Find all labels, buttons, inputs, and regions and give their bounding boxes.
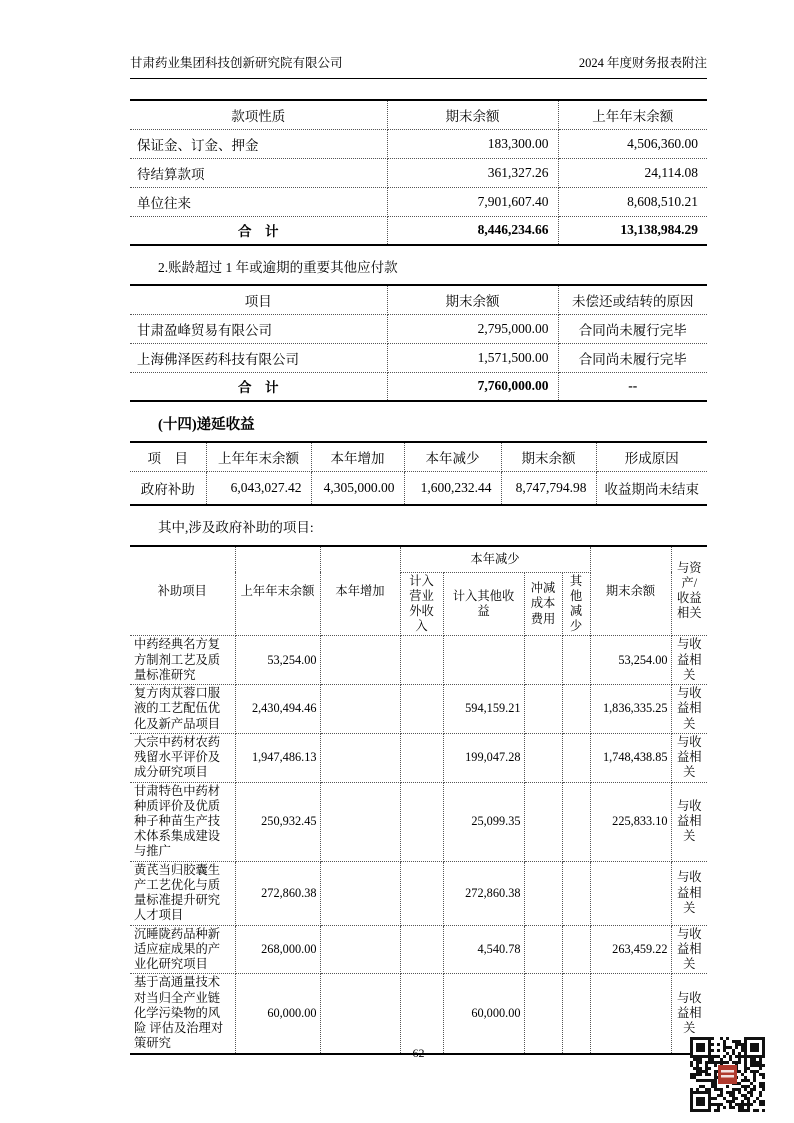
cell-dec-cost-offset [524,861,562,925]
cell-total-prior-year: 13,138,984.29 [558,216,707,245]
cell-total-closing: 7,760,000.00 [387,372,558,401]
table-header-row [130,100,707,129]
cell-dec-nonoperating [400,733,443,782]
cell-dec-other-income: 199,047.28 [443,733,524,782]
aging-note-text: 2.账龄超过 1 年或逾期的重要其他应付款 [158,260,398,275]
cell-increase [320,733,400,782]
total-row [130,216,707,245]
subsidy-detail-table [130,545,707,1055]
col-header-project: 补助项目 [130,546,235,636]
col-header-dec-other: 其他减少 [562,572,590,636]
cell-closing: 225,833.10 [590,782,671,861]
page-footer [130,1046,707,1061]
table-row [130,685,707,734]
payables-nature-table [130,99,707,246]
cell-dec-other-income: 4,540.78 [443,925,524,974]
cell-item: 上海佛泽医药科技有限公司 [130,343,387,372]
header-doc-title: 2024 年度财务报表附注 [578,56,707,70]
cell-dec-cost-offset [524,782,562,861]
cell-dec-other-income: 60,000.00 [443,974,524,1054]
cell-closing: 1,748,438.85 [590,733,671,782]
cell-prior-year: 24,114.08 [558,158,707,187]
col-header-opening: 上年年末余额 [235,546,320,636]
cell-closing: 1,571,500.00 [387,343,558,372]
cell-total-label: 合 计 [130,216,387,245]
cell-closing: 8,747,794.98 [501,471,596,505]
cell-opening: 2,430,494.46 [235,685,320,734]
cell-related: 与收益相关 [671,974,707,1054]
table-row [130,636,707,685]
col-header-decrease: 本年减少 [404,442,501,471]
cell-project: 基于高通量技术对当归全产业链化学污染物的风险 评估及治理对策研究 [130,974,235,1054]
cell-opening: 1,947,486.13 [235,733,320,782]
cell-nature: 保证金、订金、押金 [130,129,387,158]
cell-nature: 单位往来 [130,187,387,216]
cell-opening: 60,000.00 [235,974,320,1054]
col-header-prior-year: 上年年末余额 [558,100,707,129]
cell-dec-other-income: 594,159.21 [443,685,524,734]
cell-dec-nonoperating [400,925,443,974]
table-header-row [130,442,707,471]
col-header-dec-nonoperating: 计入营业外收入 [400,572,443,636]
total-row [130,372,707,401]
col-header-opening: 上年年末余额 [206,442,311,471]
cell-increase [320,925,400,974]
col-header-closing: 期末余额 [387,100,558,129]
table-row [130,925,707,974]
cell-dec-nonoperating [400,685,443,734]
col-header-increase: 本年增加 [311,442,404,471]
col-header-item: 项 目 [130,442,206,471]
col-header-related: 与资产/收益相关 [671,546,707,636]
table-row [130,733,707,782]
cell-project: 甘肃特色中药材种质评价及优质种子种苗生产技术体系集成建设与推广 [130,782,235,861]
cell-closing: 7,901,607.40 [387,187,558,216]
cell-dec-cost-offset [524,925,562,974]
document-header [130,53,707,79]
subsidy-note-text: 其中,涉及政府补助的项目: [158,520,314,535]
cell-increase: 4,305,000.00 [311,471,404,505]
col-header-dec-cost-offset: 冲减成本费用 [524,572,562,636]
cell-dec-other-income: 272,860.38 [443,861,524,925]
cell-item: 甘肃盈峰贸易有限公司 [130,314,387,343]
cell-opening: 53,254.00 [235,636,320,685]
qr-center-logo [718,1065,737,1084]
cell-increase [320,685,400,734]
page-content [130,99,707,1055]
overdue-payables-table [130,284,707,402]
cell-project: 黄芪当归胶囊生产工艺优化与质量标准提升研究人才项目 [130,861,235,925]
col-header-reason: 未偿还或结转的原因 [558,285,707,314]
cell-project: 复方肉苁蓉口服液的工艺配伍优化及新产品项目 [130,685,235,734]
cell-prior-year: 4,506,360.00 [558,129,707,158]
cell-closing: 2,795,000.00 [387,314,558,343]
cell-reason: 收益期尚未结束 [596,471,707,505]
cell-project: 大宗中药材农药残留水平评价及成分研究项目 [130,733,235,782]
cell-item: 政府补助 [130,471,206,505]
table-row [130,782,707,861]
cell-related: 与收益相关 [671,733,707,782]
col-header-closing: 期末余额 [387,285,558,314]
cell-nature: 待结算款项 [130,158,387,187]
table-row [130,187,707,216]
cell-total-closing: 8,446,234.66 [387,216,558,245]
cell-opening: 272,860.38 [235,861,320,925]
col-header-dec-other-income: 计入其他收益 [443,572,524,636]
table-row [130,158,707,187]
cell-related: 与收益相关 [671,685,707,734]
col-header-increase: 本年增加 [320,546,400,636]
cell-dec-cost-offset [524,974,562,1054]
cell-closing [590,974,671,1054]
cell-reason: 合同尚未履行完毕 [558,343,707,372]
cell-dec-other [562,733,590,782]
cell-closing: 361,327.26 [387,158,558,187]
cell-closing: 263,459.22 [590,925,671,974]
table-header-row [130,546,707,572]
cell-opening: 250,932.45 [235,782,320,861]
cell-closing [590,861,671,925]
cell-project: 沉睡陇药品种新适应症成果的产业化研究项目 [130,925,235,974]
cell-dec-other [562,782,590,861]
header-company: 甘肃药业集团科技创新研究院有限公司 [130,56,343,70]
table-row [130,343,707,372]
table-row [130,129,707,158]
cell-related: 与收益相关 [671,636,707,685]
cell-dec-other [562,861,590,925]
cell-dec-nonoperating [400,636,443,685]
cell-dec-cost-offset [524,685,562,734]
cell-dec-other [562,925,590,974]
cell-increase [320,782,400,861]
deferred-income-table [130,441,707,506]
cell-opening: 6,043,027.42 [206,471,311,505]
cell-related: 与收益相关 [671,925,707,974]
qr-code [690,1037,765,1112]
cell-related: 与收益相关 [671,861,707,925]
cell-related: 与收益相关 [671,782,707,861]
col-header-item: 项目 [130,285,387,314]
cell-dec-other [562,685,590,734]
cell-increase [320,974,400,1054]
cell-prior-year: 8,608,510.21 [558,187,707,216]
col-header-decrease-group: 本年减少 [400,546,590,572]
cell-closing: 53,254.00 [590,636,671,685]
cell-dec-nonoperating [400,974,443,1054]
section-title-deferred-income: (十四)递延收益 [158,417,255,433]
table-row [130,861,707,925]
cell-dec-other-income [443,636,524,685]
cell-dec-nonoperating [400,861,443,925]
cell-total-label: 合 计 [130,372,387,401]
page-number: 62 [412,1046,425,1060]
cell-dec-other [562,636,590,685]
cell-dec-cost-offset [524,636,562,685]
cell-dec-other-income: 25,099.35 [443,782,524,861]
cell-total-reason: -- [558,372,707,401]
table-row [130,974,707,1054]
cell-closing: 1,836,335.25 [590,685,671,734]
cell-increase [320,636,400,685]
col-header-closing: 期末余额 [590,546,671,636]
cell-project: 中药经典名方复方制剂工艺及质量标准研究 [130,636,235,685]
cell-dec-other [562,974,590,1054]
col-header-reason: 形成原因 [596,442,707,471]
table-row [130,314,707,343]
col-header-nature: 款项性质 [130,100,387,129]
cell-reason: 合同尚未履行完毕 [558,314,707,343]
cell-dec-cost-offset [524,733,562,782]
cell-increase [320,861,400,925]
cell-decrease: 1,600,232.44 [404,471,501,505]
cell-closing: 183,300.00 [387,129,558,158]
cell-dec-nonoperating [400,782,443,861]
col-header-closing: 期末余额 [501,442,596,471]
cell-opening: 268,000.00 [235,925,320,974]
table-row [130,471,707,505]
table-header-row [130,285,707,314]
